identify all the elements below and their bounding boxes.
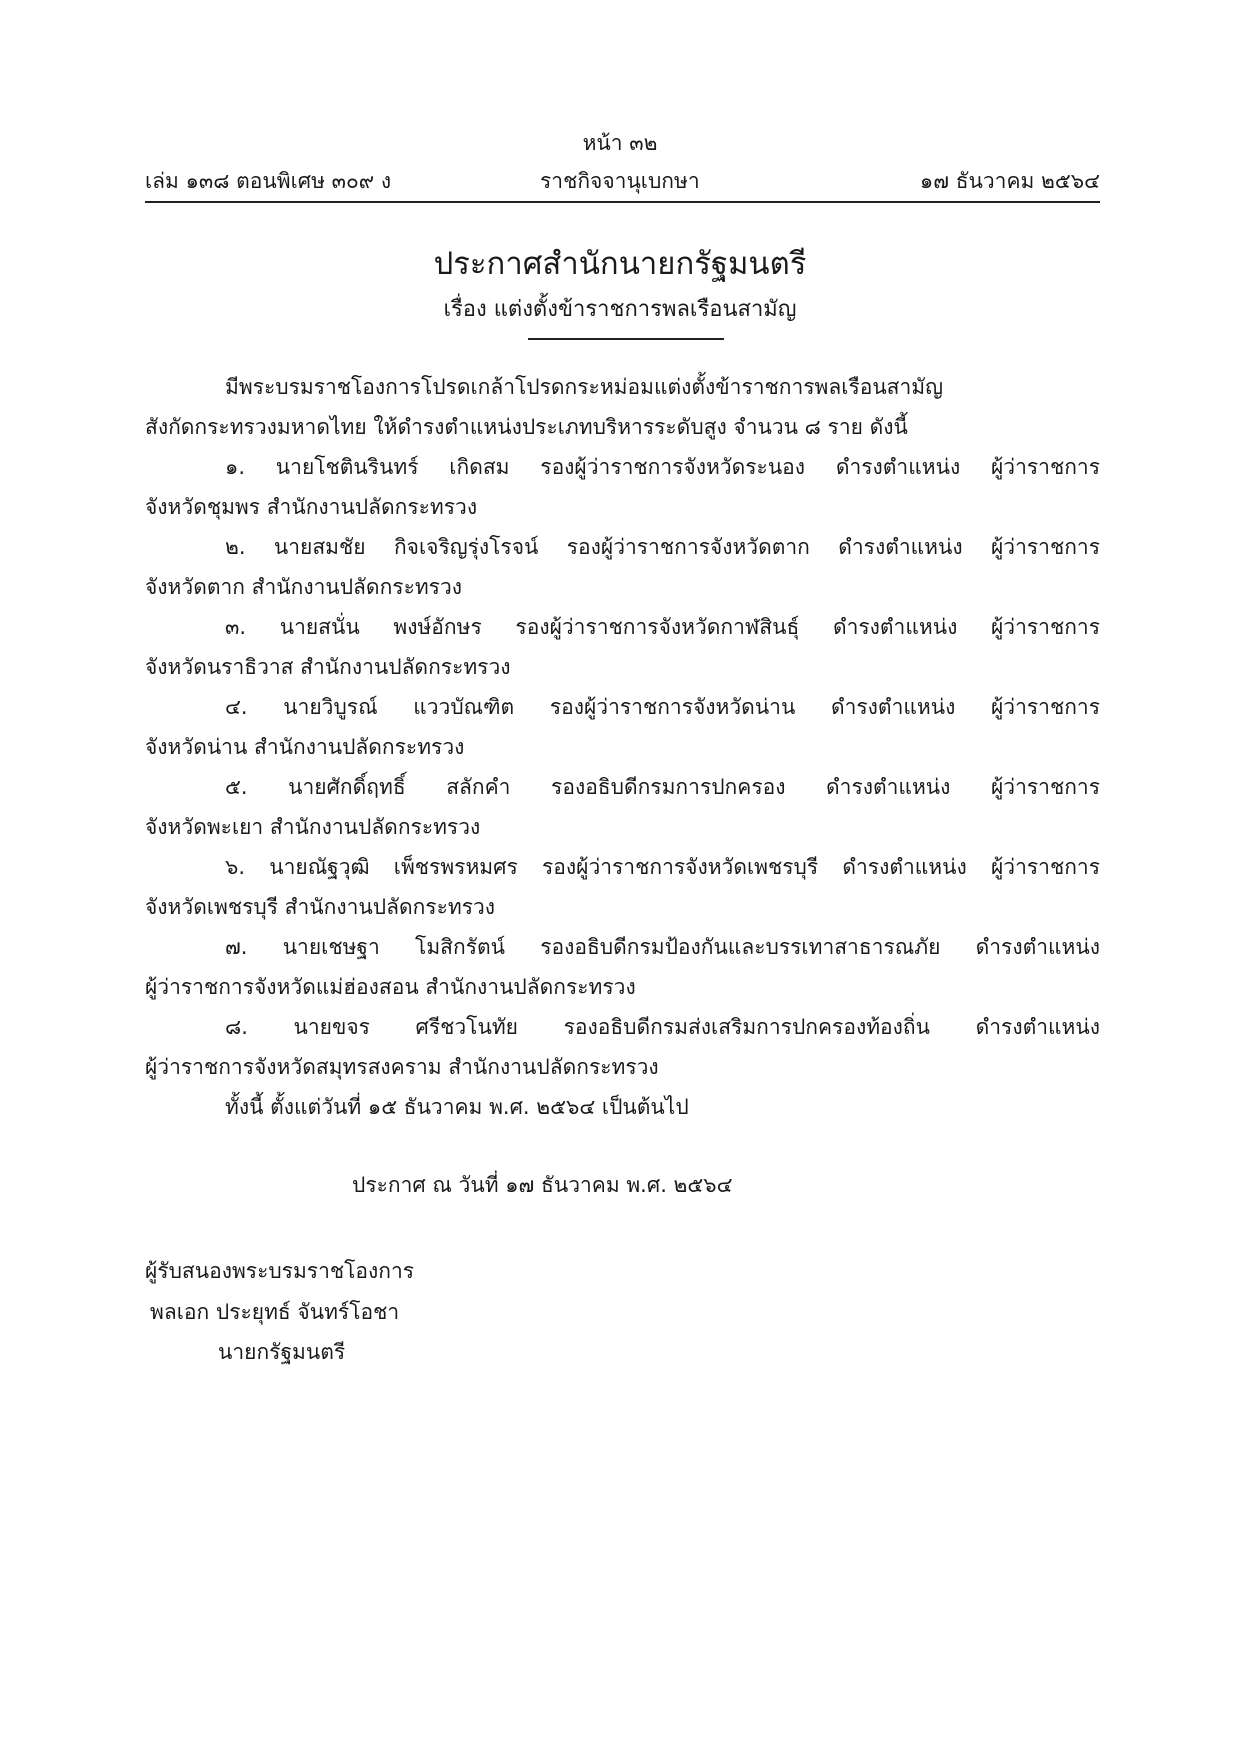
signatory-position: นายกรัฐมนตรี [218, 1340, 346, 1364]
appointment-8: ๘. นายขจร ศรีชวโนทัย รองอธิบดีกรมส่งเสริมการปกครองท้องถิ่น ดำรงตำแหน่ง [225, 1015, 1100, 1039]
appointment-5: ๕. นายศักดิ์ฤทธิ์ สลักคำ รองอธิบดีกรมการปกครอง ดำรงตำแหน่ง ผู้ว่าราชการ [225, 775, 1100, 799]
appointment-7-cont: ผู้ว่าราชการจังหวัดแม่ฮ่องสอน สำนักงานปลัดกระทรวง [145, 975, 636, 999]
appointment-6: ๖. นายณัฐวุฒิ เพ็ชรพรหมศร รองผู้ว่าราชการจังหวัดเพชรบุรี ดำรงตำแหน่ง ผู้ว่าราชการ [225, 855, 1100, 879]
volume-issue: เล่ม ๑๓๘ ตอนพิเศษ ๓๐๙ ง [145, 169, 392, 193]
page-number: หน้า ๓๒ [582, 131, 658, 155]
appointment-1-cont: จังหวัดชุมพร สำนักงานปลัดกระทรวง [145, 495, 478, 519]
appointment-2: ๒. นายสมชัย กิจเจริญรุ่งโรจน์ รองผู้ว่าราชการจังหวัดตาก ดำรงตำแหน่ง ผู้ว่าราชการ [225, 535, 1100, 559]
appointment-2-cont: จังหวัดตาก สำนักงานปลัดกระทรวง [145, 575, 463, 599]
signatory-name: พลเอก ประยุทธ์ จันทร์โอชา [150, 1300, 400, 1324]
appointment-4: ๔. นายวิบูรณ์ แววบัณฑิต รองผู้ว่าราชการจังหวัดน่าน ดำรงตำแหน่ง ผู้ว่าราชการ [225, 695, 1100, 719]
appointment-7: ๗. นายเชษฐา โมสิกรัตน์ รองอธิบดีกรมป้องกันและบรรเทาสาธารณภัย ดำรงตำแหน่ง [225, 935, 1100, 959]
publication-name: ราชกิจจานุเบกษา [540, 169, 700, 193]
document-title: ประกาศสำนักนายกรัฐมนตรี [433, 246, 807, 282]
document-subject: เรื่อง แต่งตั้งข้าราชการพลเรือนสามัญ [443, 297, 797, 322]
intro-line-1: มีพระบรมราชโองการโปรดเกล้าโปรดกระหม่อมแต่งตั้งข้าราชการพลเรือนสามัญ [225, 375, 944, 399]
effective-date: ทั้งนี้ ตั้งแต่วันที่ ๑๕ ธันวาคม พ.ศ. ๒๕๖๔ เป็นต้นไป [225, 1095, 689, 1119]
appointment-3-cont: จังหวัดนราธิวาส สำนักงานปลัดกระทรวง [145, 655, 511, 679]
announcement-date: ประกาศ ณ วันที่ ๑๗ ธันวาคม พ.ศ. ๒๕๖๔ [352, 1173, 733, 1197]
appointment-4-cont: จังหวัดน่าน สำนักงานปลัดกระทรวง [145, 735, 465, 759]
header-divider [145, 201, 1100, 203]
intro-line-2: สังกัดกระทรวงมหาดไทย ให้ดำรงตำแหน่งประเภทบริหารระดับสูง จำนวน ๘ ราย ดังนี้ [145, 415, 908, 439]
title-divider [528, 338, 724, 340]
appointment-5-cont: จังหวัดพะเยา สำนักงานปลัดกระทรวง [145, 815, 481, 839]
header-date: ๑๗ ธันวาคม ๒๕๖๔ [919, 169, 1100, 193]
countersign-label: ผู้รับสนองพระบรมราชโองการ [145, 1259, 415, 1283]
appointment-1: ๑. นายโชตินรินทร์ เกิดสม รองผู้ว่าราชการจังหวัดระนอง ดำรงตำแหน่ง ผู้ว่าราชการ [225, 455, 1100, 479]
appointment-6-cont: จังหวัดเพชรบุรี สำนักงานปลัดกระทรวง [145, 895, 496, 919]
appointment-8-cont: ผู้ว่าราชการจังหวัดสมุทรสงคราม สำนักงานปลัดกระทรวง [145, 1055, 659, 1079]
appointment-3: ๓. นายสนั่น พงษ์อักษร รองผู้ว่าราชการจังหวัดกาฬสินธุ์ ดำรงตำแหน่ง ผู้ว่าราชการ [225, 615, 1100, 639]
